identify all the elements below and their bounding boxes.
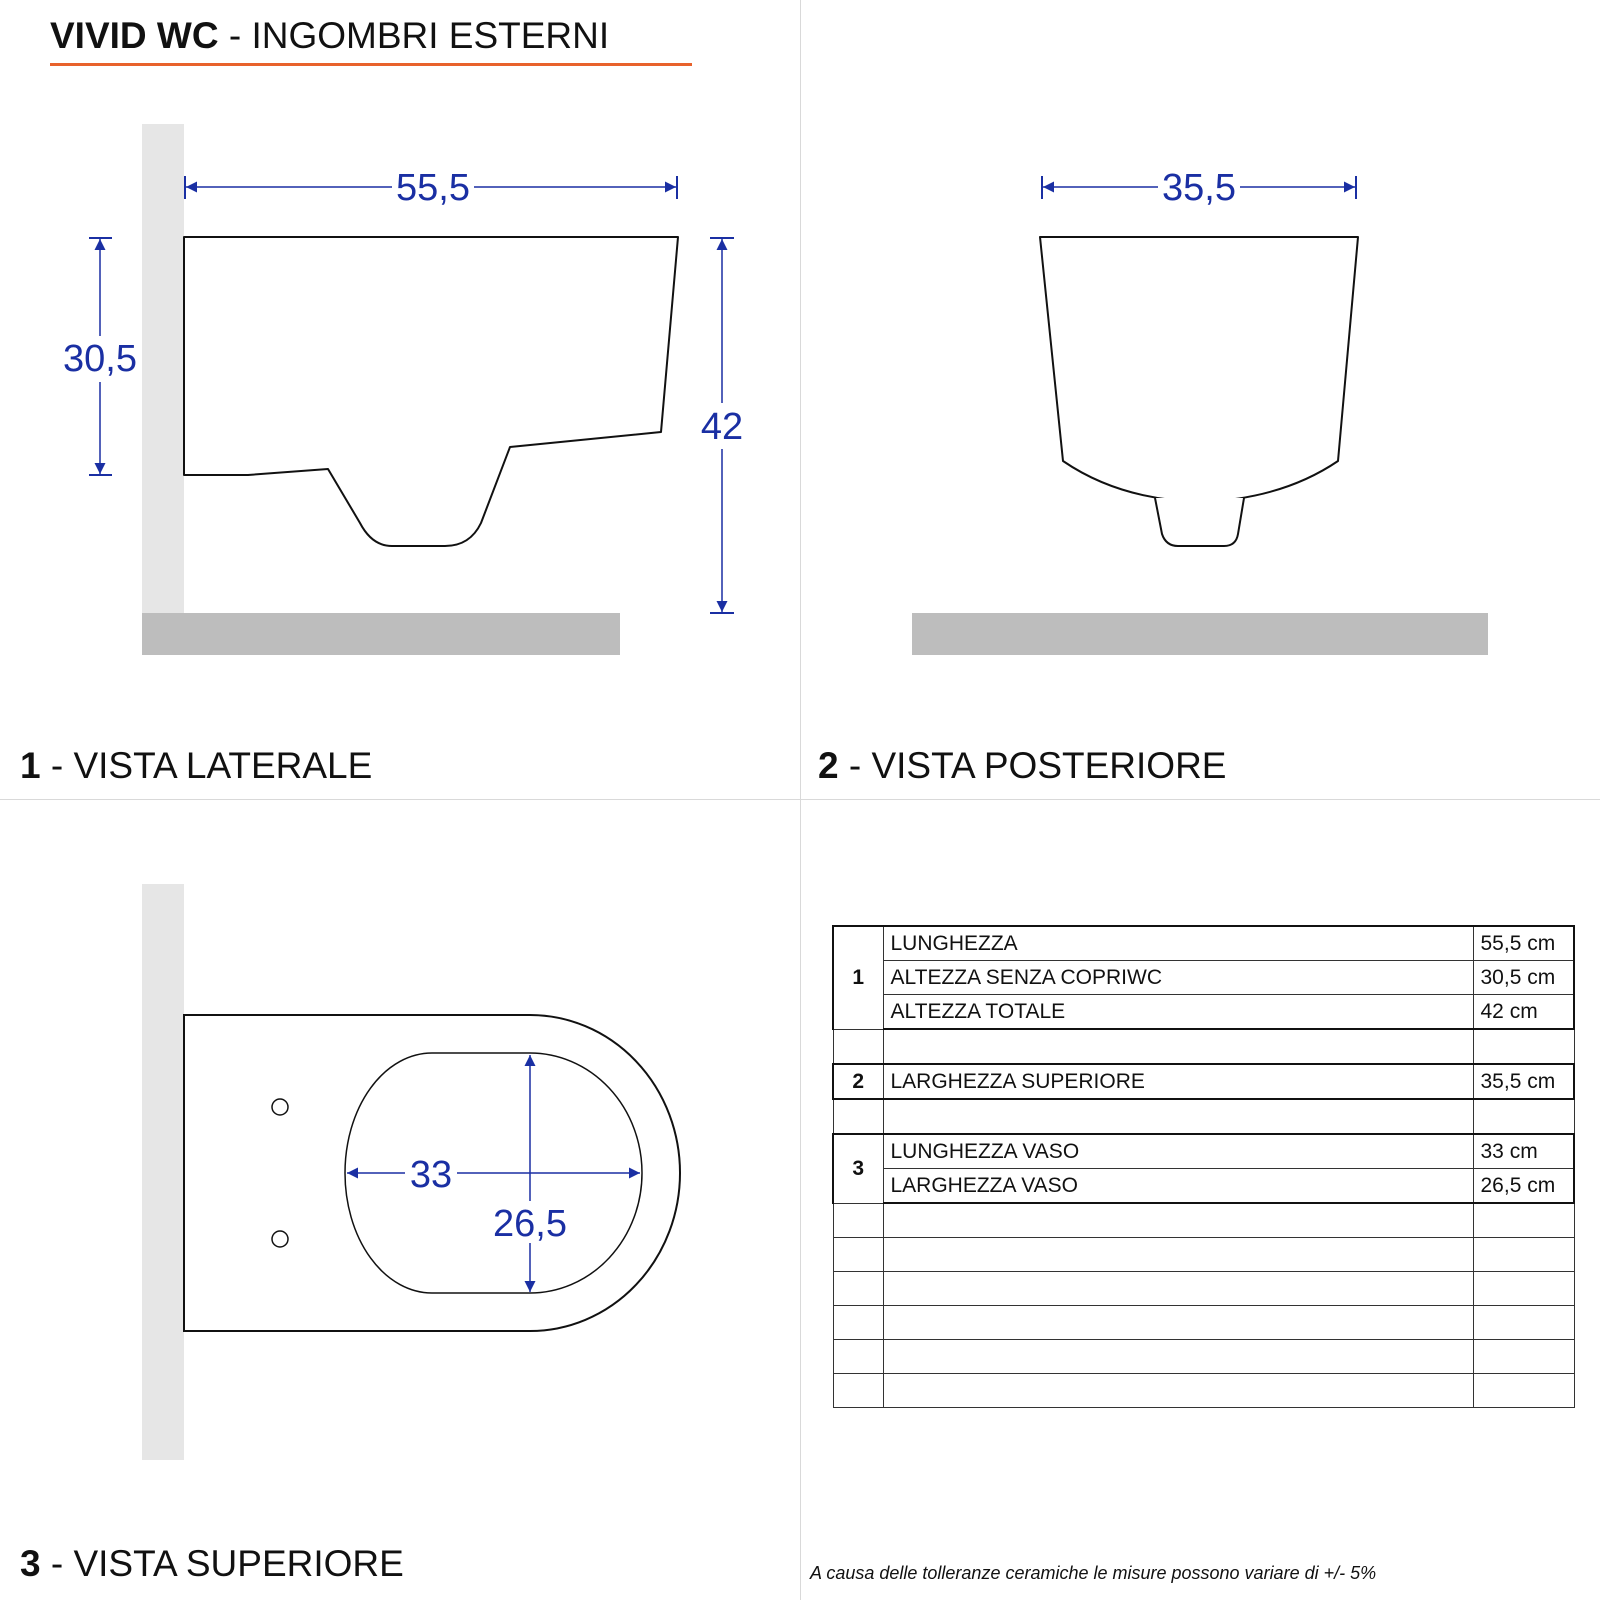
row-label: LARGHEZZA SUPERIORE [883, 1064, 1473, 1099]
table-row-empty [833, 1238, 1574, 1272]
fixing-hole-icon [272, 1231, 288, 1247]
toilet-side-outline [184, 237, 678, 546]
page-title-product: VIVID WC [50, 15, 219, 56]
table-row [833, 1064, 1574, 1099]
table-row-empty [833, 1203, 1574, 1238]
table-row-empty [833, 1306, 1574, 1340]
dim-label-bowl-width: 26,5 [493, 1203, 567, 1245]
dim-label-bowl-length: 33 [409, 1154, 453, 1196]
floor [142, 613, 620, 655]
wall [142, 884, 184, 1460]
table-row-empty [833, 1272, 1574, 1306]
title-underline [50, 63, 692, 66]
table-row-empty [833, 1374, 1574, 1408]
wall [142, 124, 184, 652]
view-number: 1 [20, 745, 41, 786]
row-label: LARGHEZZA VASO [883, 1169, 1473, 1204]
row-value: 30,5 cm [1473, 961, 1574, 995]
side-view [58, 124, 748, 655]
page-title [50, 14, 609, 58]
view-label-top [20, 1542, 404, 1586]
view-name: - VISTA SUPERIORE [40, 1543, 404, 1584]
tolerance-note: A causa delle tolleranze ceramiche le misure possono variare di +/- 5% [810, 1563, 1377, 1583]
table-row-empty [833, 1340, 1574, 1374]
toilet-rear-outline [1040, 237, 1358, 502]
rear-view [912, 166, 1488, 655]
table-row [833, 1169, 1574, 1204]
group-number: 2 [833, 1064, 883, 1099]
table-row [833, 995, 1574, 1030]
group-number: 1 [833, 926, 883, 1029]
row-label: LUNGHEZZA [883, 926, 1473, 961]
row-label: ALTEZZA TOTALE [883, 995, 1473, 1030]
row-value: 33 cm [1473, 1134, 1574, 1169]
fixing-hole-icon [272, 1099, 288, 1115]
table-row-empty [833, 1029, 1574, 1064]
table-row-empty [833, 1099, 1574, 1134]
view-name: - VISTA POSTERIORE [838, 745, 1227, 786]
row-value: 26,5 cm [1473, 1169, 1574, 1204]
table-row [833, 926, 1574, 961]
table-row [833, 961, 1574, 995]
page-title-subtitle: - INGOMBRI ESTERNI [218, 15, 610, 56]
floor [912, 613, 1488, 655]
row-value: 55,5 cm [1473, 926, 1574, 961]
view-label-side [20, 744, 372, 788]
row-value: 42 cm [1473, 995, 1574, 1030]
view-label-rear [818, 744, 1226, 788]
dim-label-width: 35,5 [1162, 167, 1236, 209]
dim-label-length: 55,5 [396, 167, 470, 209]
row-label: ALTEZZA SENZA COPRIWC [883, 961, 1473, 995]
view-name: - VISTA LATERALE [40, 745, 373, 786]
dim-label-total-height: 42 [700, 406, 744, 448]
dim-label-height: 30,5 [63, 338, 137, 380]
top-view [142, 884, 680, 1460]
row-label: LUNGHEZZA VASO [883, 1134, 1473, 1169]
view-number: 2 [818, 745, 839, 786]
view-number: 3 [20, 1543, 41, 1584]
group-number: 3 [833, 1134, 883, 1203]
toilet-rear-base [1155, 498, 1244, 546]
row-value: 35,5 cm [1473, 1064, 1574, 1099]
table-row [833, 1134, 1574, 1169]
dimensions-table [832, 925, 1575, 1408]
